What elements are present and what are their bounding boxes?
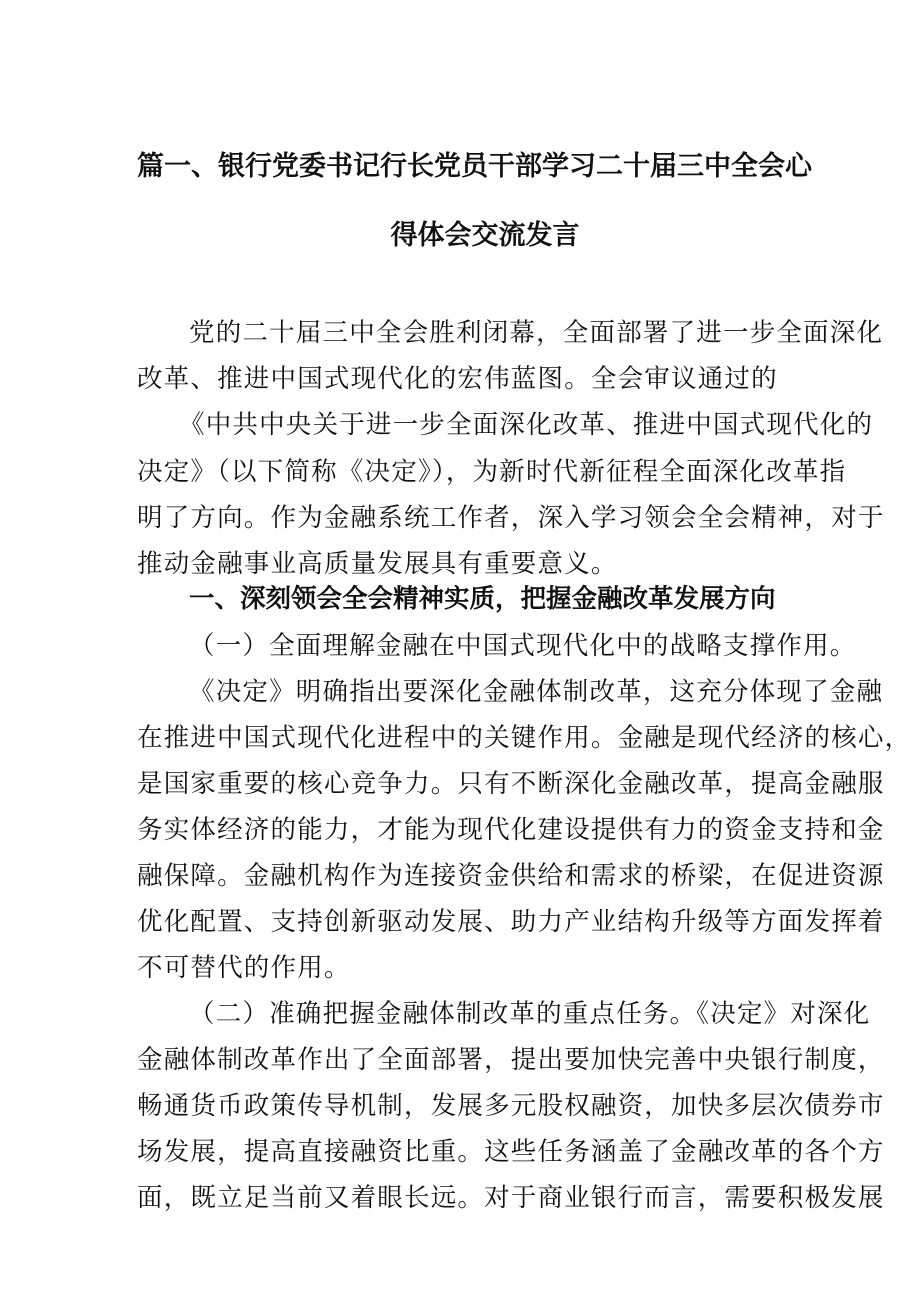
paragraph-3-line-5: 面，既立足当前又着眼长远。对于商业银行而言，需要积极发展 <box>137 1183 885 1213</box>
paragraph-2-line-7: 不可替代的作用。 <box>137 953 351 983</box>
paragraph-3-line-3: 畅通货币政策传导机制，发展多元股权融资，加快多层次债券市 <box>137 1091 885 1121</box>
document-title-line-2: 得体会交流发言 <box>390 220 580 251</box>
paragraph-2-line-4: 务实体经济的能力，才能为现代化建设提供有力的资金支持和金 <box>137 815 885 845</box>
paragraph-3-line-1: （二）准确把握金融体制改革的重点任务。《决定》对深化 <box>189 999 871 1029</box>
paragraph-1-line-4: 决定》（以下简称《决定》），为新时代新征程全面深化改革指 <box>137 457 847 487</box>
paragraph-2-line-6: 优化配置、支持创新驱动发展、助力产业结构升级等方面发挥着 <box>137 907 885 937</box>
paragraph-3-line-4: 场发展，提高直接融资比重。这些任务涵盖了金融改革的各个方 <box>137 1137 885 1167</box>
paragraph-2-line-1: 《决定》明确指出要深化金融体制改革，这充分体现了金融 <box>189 677 884 707</box>
paragraph-1-line-6: 推动金融事业高质量发展具有重要意义。 <box>137 549 618 579</box>
paragraph-1-line-2: 改革、推进中国式现代化的宏伟蓝图。全会审议通过的 <box>137 364 778 394</box>
section-heading-1: 一、深刻领会全会精神实质，把握金融改革发展方向 <box>189 584 776 614</box>
paragraph-2-line-3: 是国家重要的核心竞争力。只有不断深化金融改革，提高金融服 <box>137 769 885 799</box>
subheading-1: （一）全面理解金融在中国式现代化中的战略支撑作用。 <box>189 631 857 661</box>
paragraph-2-line-5: 融保障。金融机构作为连接资金供给和需求的桥梁，在促进资源 <box>137 861 885 891</box>
paragraph-2-line-2: 在推进中国式现代化进程中的关键作用。金融是现代经济的核心， <box>137 723 912 753</box>
paragraph-3-line-2: 金融体制改革作出了全面部署，提出要加快完善中央银行制度， <box>137 1045 885 1075</box>
paragraph-1-line-1: 党的二十届三中全会胜利闭幕，全面部署了进一步全面深化 <box>189 318 884 348</box>
paragraph-1-line-3: 《中共中央关于进一步全面深化改革、推进中国式现代化的 <box>179 410 874 440</box>
document-title-line-1: 篇一、银行党委书记行长党员干部学习二十届三中全会心 <box>137 151 812 182</box>
paragraph-1-line-5: 明了方向。作为金融系统工作者，深入学习领会全会精神，对于 <box>137 503 885 533</box>
